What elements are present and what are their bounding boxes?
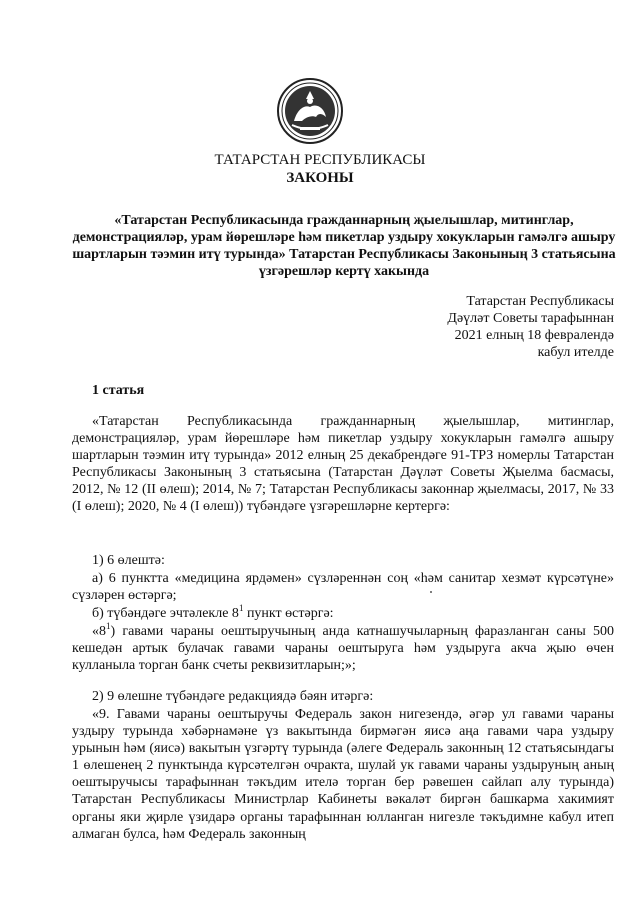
text-segment: б) түбәндәге эчтәлекле 8 [92,606,239,621]
paragraph-item-2: 2) 9 өлешне түбәндәге редакциядә бәян итәргә: [92,689,374,704]
text-segment: «8 [92,624,106,639]
emblem-icon [276,77,344,145]
paragraph-item-1: 1) 6 өлештә: [92,553,165,568]
paragraph-item-9: «9. Гавами чараны оештыручы Федераль закон нигезендә, әгәр ул гавами чараны уздыру турында хәбәрнамәне үз вакытында бирмәгән яисә аңа гавами чара уздыру урынын һәм (яисә) вакытын үзгәртү турында (әлеге Федераль законның 12 статьясындагы 1 өлешенең 2 пунктында күрсәтелгән очракта, шулай ук гавами чараны уздыруның аның оештыручысы тарафыннан тәкъдим ителә торган бер рәвешен сайлап алу турында) Татарстан Республикасы Министрлар Кабинеты вәкаләт биргән башкарма хакимият органы яки җирле үзидарә органы тарафыннан юлланган нигезле тәкъдимне кабул итеп алмаган булса, һәм Федераль законның [72,707,614,842]
paragraph-item-1c [72,623,614,674]
header-republic: ТАТАРСТАН РЕСПУБЛИКАСЫ [214,152,426,168]
adoption-line-1: Татарстан Республикасы [466,294,614,309]
adoption-block [380,293,614,361]
adoption-line-4: кабул ителде [537,345,614,360]
superscript: 1 [238,603,244,613]
paragraph-item-1a: а) 6 пунктта «медицина ярдәмен» сүзләреннән соң «һәм санитар хезмәт күрсәтүне» сүзләрен өстәргә; [72,571,614,604]
adoption-line-2: Дәүләт Советы тарафыннан [447,311,614,326]
coat-of-arms-emblem [276,77,344,145]
adoption-line-3: 2021 елның 18 февралендә [454,328,614,343]
superscript: 1 [106,621,111,631]
header-law: ЗАКОНЫ [286,170,354,186]
paragraph-item-1b [72,605,614,622]
paragraph-intro: «Татарстан Республикасында гражданнарның җыелышлар, митинглар, демонстрацияләр, урам йөрешләре һәм пикетлар уздыру хокукларын гамәлгә ашыру шартларын тәэмин итү турында» 2012 елның 25 декабрендәге 91-ТРЗ номерлы Татарстан Республикасы Законының 3 статьясына (Татарстан Дәүләт Советы Җыелма басмасы, 2012, № 12 (II өлеш); 2014, № 7; Татарстан Республикасы законнар җыелмасы, 2017, № 33 (I өлеш); 2020, № 4 (I өлеш)) түбәндәге үзгәрешләрне кертергә: [72,414,614,515]
article-heading: 1 статья [92,383,145,398]
text-segment: пункт өстәргә: [243,606,334,621]
law-title: «Татарстан Республикасында гражданнарның җыелышлар, митинглар, демонстрацияләр, урам йөрешләре һәм пикетлар уздыру хокукларын гамәлгә ашыру шартларын тәэмин итү турында» Татарстан Республикасы Законының 3 статьясына үзгәрешләр кертү хакында [72,213,616,279]
scan-speck [430,591,432,593]
text-segment: ) гавами чараны оештыручының анда катнашучыларның фаразланган саны 500 кешедән артык булачак гавами чараны оештыруга һәм уздыруга акча җыю өчен кулланыла торган банк счеты реквизитларын;»; [72,624,614,674]
